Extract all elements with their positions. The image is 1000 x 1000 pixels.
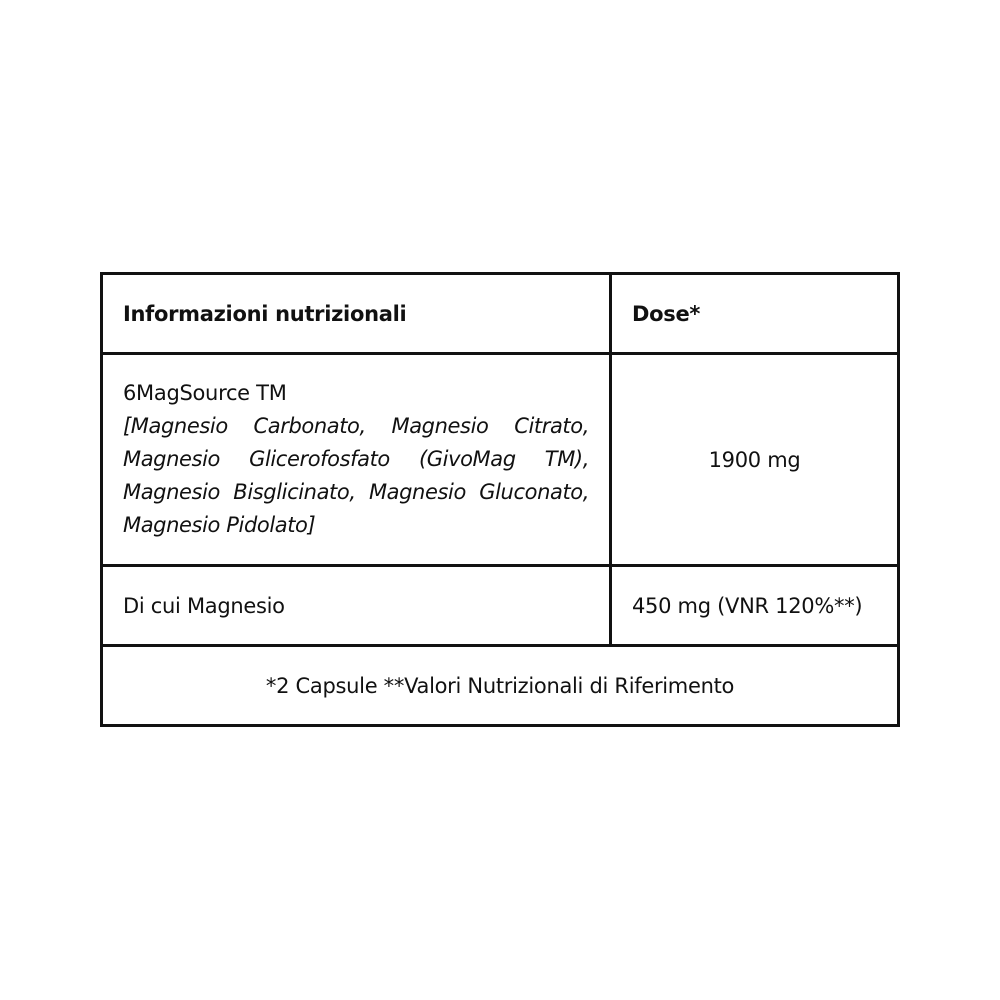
footnote-text: *2 Capsule **Valori Nutrizionali di Riferimento <box>265 673 735 698</box>
table-row <box>103 567 897 647</box>
dose-cell <box>612 567 897 644</box>
table-row <box>103 355 897 567</box>
dose-cell <box>612 355 897 564</box>
ingredient-name: Di cui Magnesio <box>123 593 285 618</box>
table-footnote-row <box>103 647 897 724</box>
header-cell-dose <box>612 275 897 352</box>
ingredient-name: 6MagSource TM <box>123 381 287 405</box>
ingredient-block <box>123 377 589 542</box>
ingredient-cell <box>103 567 612 644</box>
nutrition-facts-table <box>100 272 900 727</box>
table-header-row <box>103 275 897 355</box>
dose-value: 450 mg (VNR 120%**) <box>632 593 863 618</box>
header-cell-nutrition-info <box>103 275 612 352</box>
dose-value: 1900 mg <box>708 447 801 472</box>
header-label-dose: Dose* <box>632 301 701 326</box>
ingredient-composition: [Magnesio Carbonato, Magnesio Citrato, Magnesio Glicerofosfato (GivoMag TM), Magnesio Bisglicinato, Magnesio Gluconato, Magnesio Pidolato] <box>123 414 589 537</box>
header-label-nutrition-info: Informazioni nutrizionali <box>123 301 407 326</box>
footnote-cell <box>103 647 897 724</box>
ingredient-cell <box>103 355 612 564</box>
